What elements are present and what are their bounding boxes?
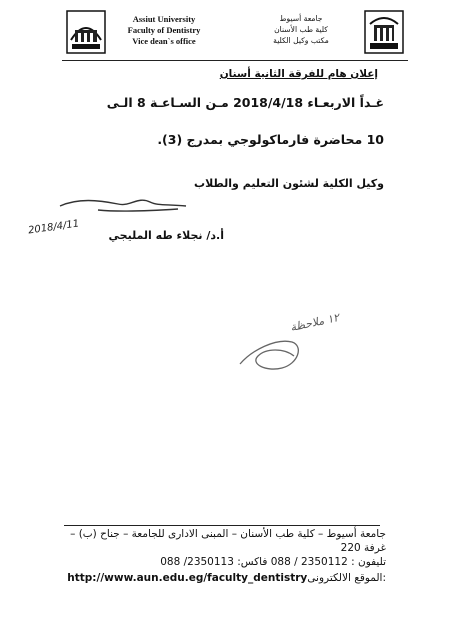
header-university-en: Assiut University (132, 14, 196, 24)
footer-website-label: الموقع الالكترونى: (307, 572, 386, 584)
footer-divider (64, 525, 380, 526)
header-office-en: Vice dean`s office (132, 36, 196, 46)
footer-website-url[interactable]: http://www.aun.edu.eg/faculty_dentistry (67, 572, 308, 584)
footer-website (67, 572, 386, 584)
header-divider (62, 60, 408, 61)
header-faculty-ar: كلية طب الأسنان (274, 25, 328, 34)
handwritten-date: 2018/4/11 (27, 218, 80, 237)
footer-address-line-2: غرفة 220 (340, 542, 386, 554)
signatory-title: وكيل الكلية لشئون التعليم والطلاب (194, 177, 384, 190)
signatory-name: أ.د/ نجلاء طه المليجي (108, 229, 224, 242)
faculty-of-dentistry-logo (364, 10, 404, 54)
footer-address-line-1: جامعة أسيوط – كلية طب الأسنان – المبنى الادارى للجامعة – جناح (ب) – (70, 528, 386, 540)
header-university-ar: جامعة أسيوط (279, 14, 323, 23)
footer-phone-fax: تليفون : 2350112 / 088 فاكس: 2350113/ 088 (160, 556, 386, 568)
header-office-ar: مكتب وكيل الكلية (273, 36, 329, 45)
assiut-university-logo (66, 10, 106, 54)
notice-line-2: 10 محاضرة فارماكولوجي بمدرج (3). (157, 132, 384, 147)
handwritten-note: ١٢ ملاحظة (289, 310, 341, 335)
handwritten-signature (58, 192, 198, 222)
header-faculty-en: Faculty of Dentistry (127, 25, 201, 35)
notice-title: إعلان هام للفرقة الثانية أسنان (219, 68, 378, 80)
notice-line-1: غـداً الاربعـاء 2018/4/18 مـن السـاعـة 8 الـى (106, 95, 384, 110)
handwritten-initial (232, 320, 322, 380)
